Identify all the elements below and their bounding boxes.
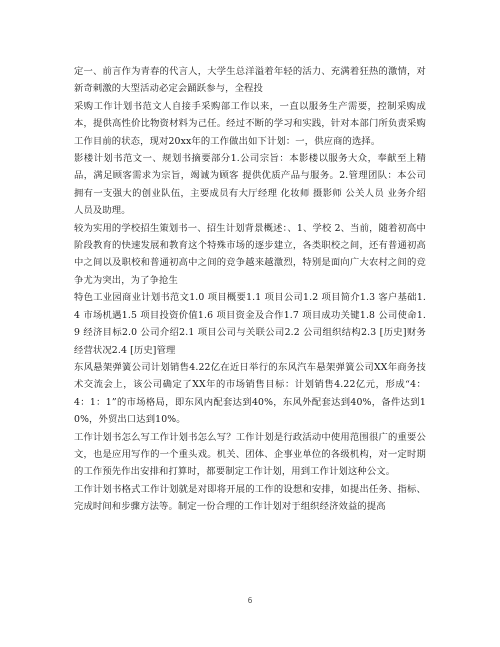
page-number: 6 [247, 596, 253, 605]
paragraph-opening: 定一、前言作为青春的代言人，大学生总洋溢着年轻的活力、充满着狂热的激情，对新奇刺激的大型活动必定会踊跃参与，全程投 [74, 66, 426, 95]
document-body [74, 63, 426, 516]
paragraph-photo-studio-plan: 影楼计划书范文一、规划书摘要部分1.公司宗旨：本影楼以服务大众，奉献至上精品，满足顾客需求为宗旨，竭诚为顾客 提供优质产品与服务。2.管理团队：本公司拥有一支强大的创业队伍，主要成员有大厅经理 化妆师 摄影师 公关人员 业务介绍人员及助理。 [74, 153, 426, 217]
paragraph-procurement-plan: 采购工作计划书范文人自接手采购部工作以来，一直以服务生产需要，控制采购成本，提供高性价比物资材料为己任。经过不断的学习和实践，针对本部门所负责采购工作目前的状态，现对20xx年的工作做出如下计划：一，供应商的选择。 [74, 100, 426, 147]
paragraph-school-enrollment-plan: 较为实用的学校招生策划书一、招生计划背景概述：、1、学校 2、当前，随着初高中阶段教育的快速发展和教育这个特殊市场的逐步建立，各类职校之间，还有普通初高中之间以及职校和普通初高中之间的竞争越来越激烈，特别是面向广大农村之间的竞争尤为突出，为了争抢生 [74, 222, 426, 286]
paragraph-how-to-write-plan: 工作计划书怎么写工作计划书怎么写？工作计划是行政活动中使用范围很广的重要公文，也是应用写作的一个重头戏。机关、团体、企事业单位的各级机构，对一定时期的工作预先作出安排和打算时，都要制定工作计划，用到工作计划这种公文。 [74, 431, 426, 478]
paragraph-dongfeng-spring-sales: 东风悬架弹簧公司计划销售4.22亿在近日举行的东风汽车悬架弹簧公司XX年商务技术交流会上，该公司确定了XX年的市场销售目标：计划销售4.22亿元，形成“4：4：1：1”的市场格局，即东风内配套达到40%，东风外配套达到40%，备件达到10%，外贸出口达到10%。 [74, 361, 426, 426]
paragraph-industrial-park-plan: 特色工业园商业计划书范文1.0 项目概要1.1 项目公司1.2 项目简介1.3 客户基础1.4 市场机遇1.5 项目投资价值1.6 项目资金及合作1.7 项目成功关键1.8 公司使命1.9 经济目标2.0 公司介绍2.1 项目公司与关联公司2.2 公司组织结构2.3 [历史]财务经营状况2.4 [历史]管理 [74, 292, 426, 356]
paragraph-plan-format: 工作计划书格式工作计划就是对即将开展的工作的设想和安排，如提出任务、指标、完成时间和步骤方法等。制定一份合理的工作计划对于组织经济效益的提高 [74, 483, 426, 513]
